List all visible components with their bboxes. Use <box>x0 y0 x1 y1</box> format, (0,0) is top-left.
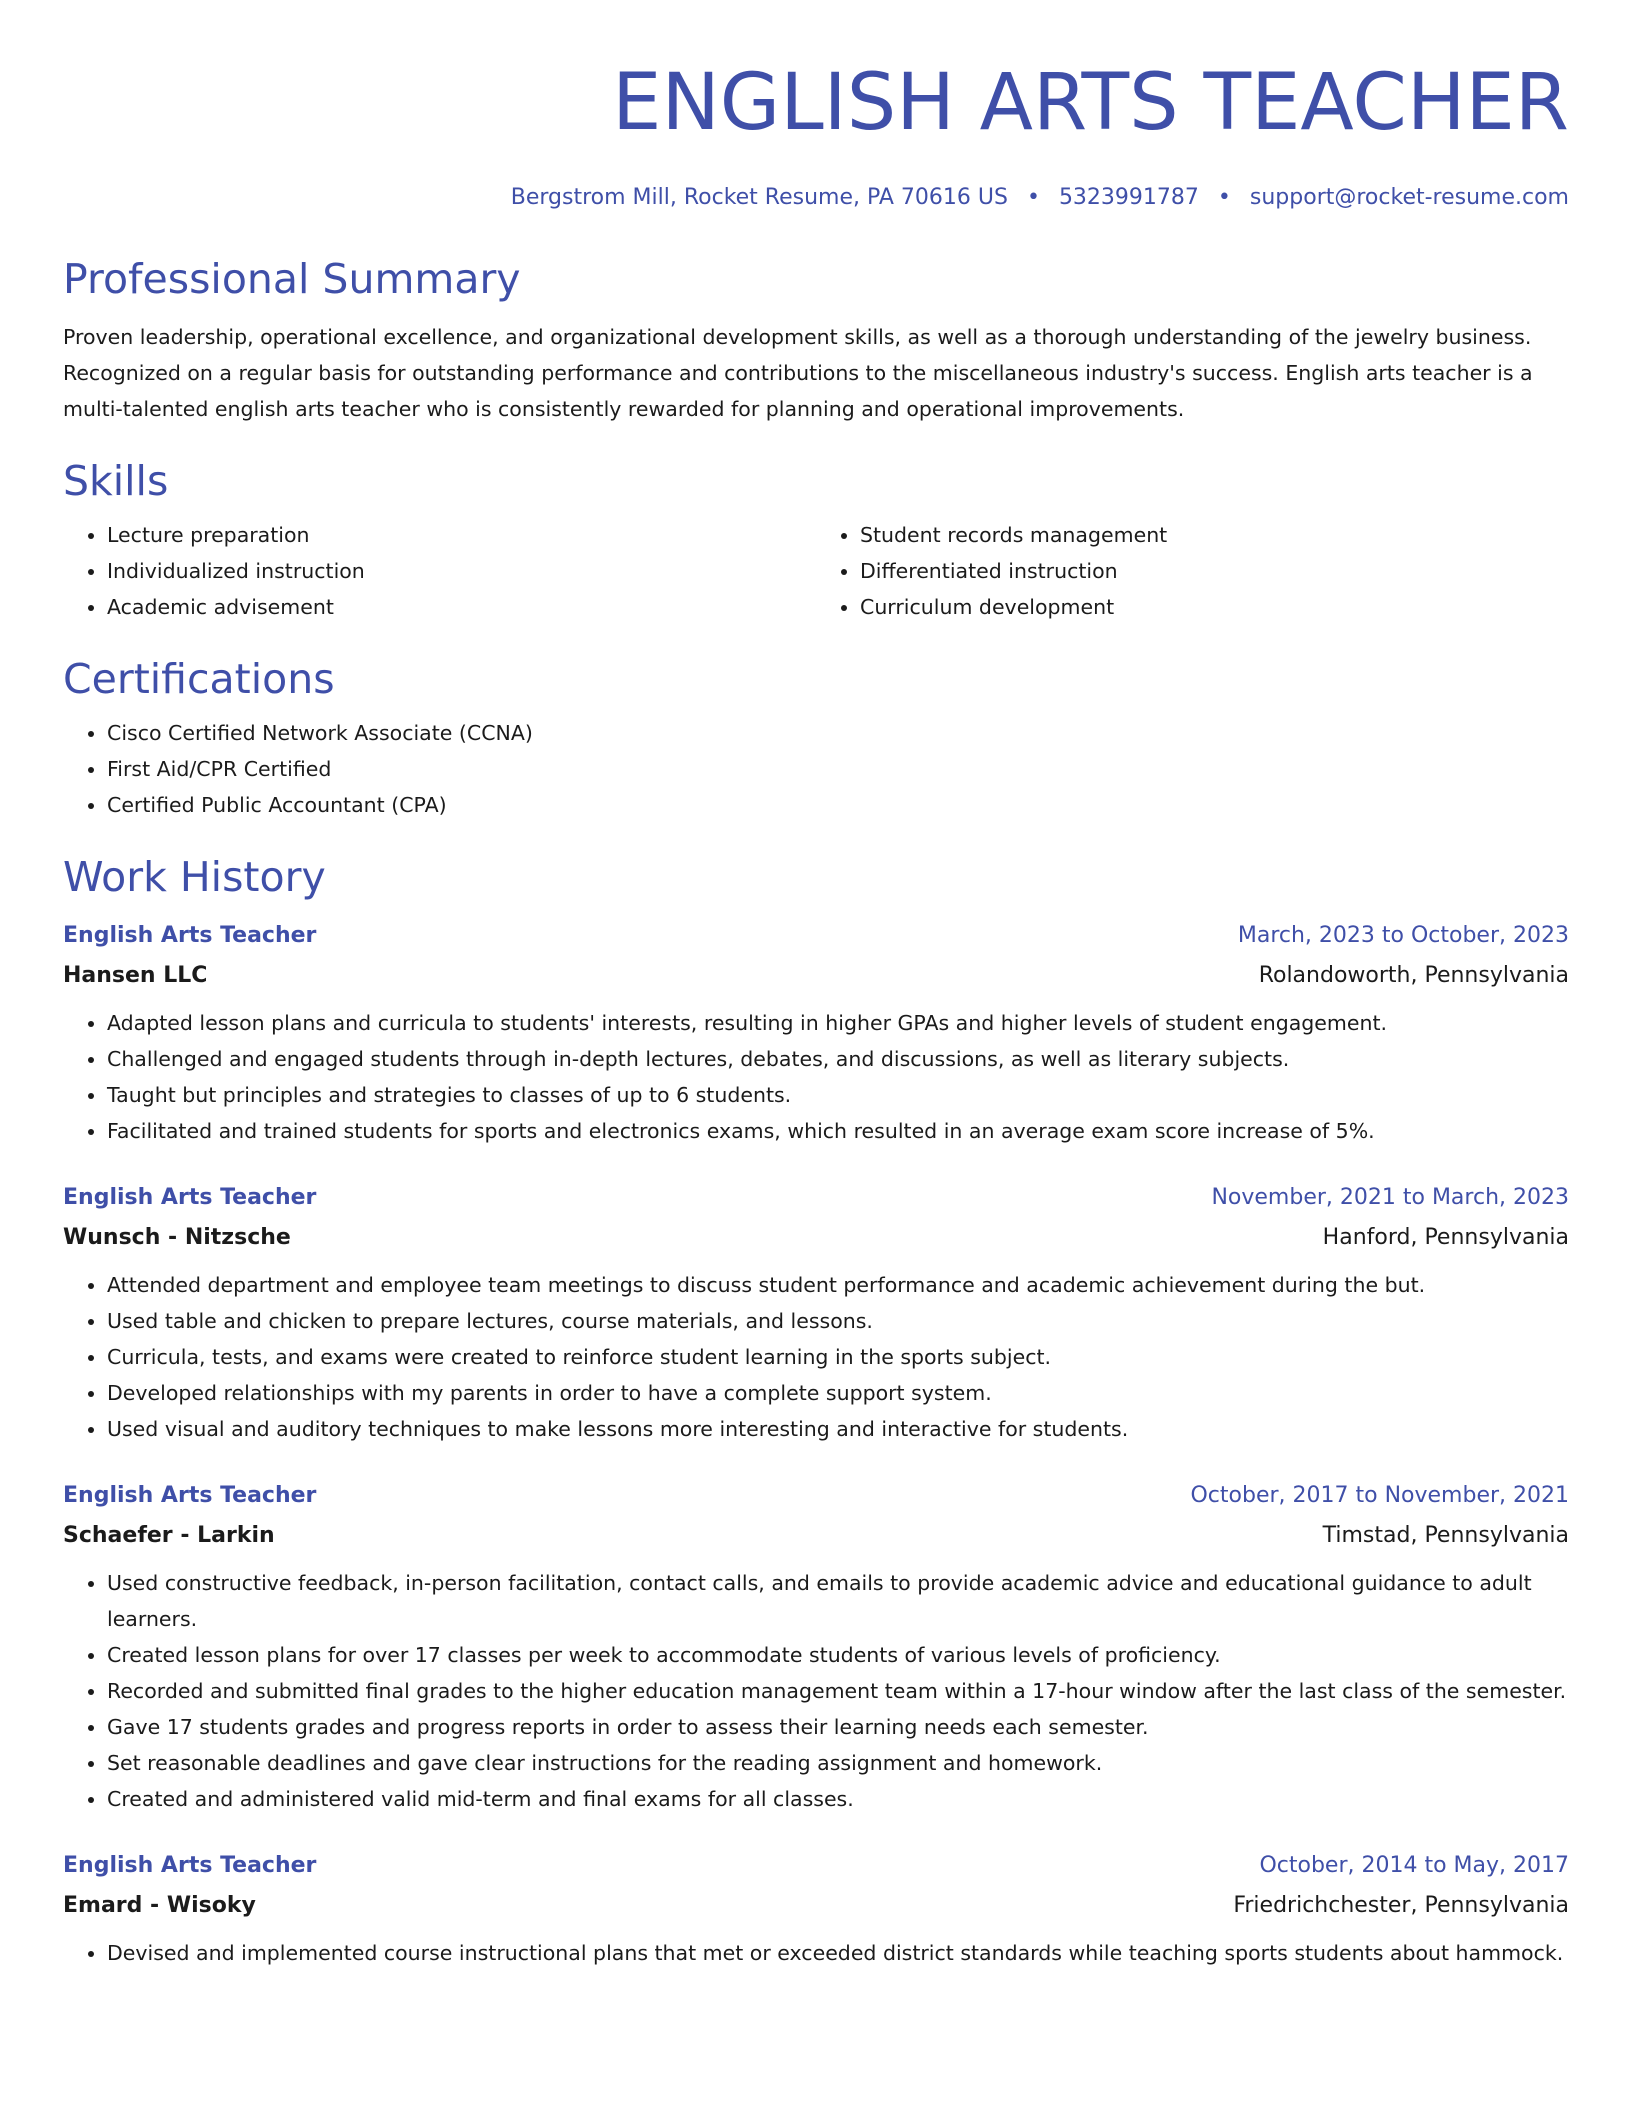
skill-item: • Differentiated instruction <box>860 553 1569 589</box>
resume-name: ENGLISH ARTS TEACHER <box>612 58 1569 148</box>
job-location: Rolandoworth, Pennsylvania <box>1258 963 1569 988</box>
summary-text: Proven leadership, operational excellence, and organizational development skills, as well as a thorough understanding of the jewelry business. Recognized on a regular basis for outstanding performance and contributions to the miscellaneous industry's success. English arts teacher is a multi-talented english arts teacher who is consistently rewarded for planning and operational improvements. <box>63 325 1533 421</box>
job-dates: October, 2017 to November, 2021 <box>1190 1483 1569 1508</box>
job-bullet: • Facilitated and trained students for sports and electronics exams, which resulted in an average exam score increase of 5%. <box>107 1113 1569 1149</box>
job-bullet: • Used constructive feedback, in-person facilitation, contact calls, and emails to provide academic advice and educational guidance to adult learners. <box>107 1565 1569 1637</box>
certifications-heading: Certifications <box>63 655 335 703</box>
certification-item: • Certified Public Accountant (CPA) <box>107 787 1569 823</box>
skill-item: • Student records management <box>860 517 1569 553</box>
job-dates: March, 2023 to October, 2023 <box>1237 923 1569 948</box>
skills-list-left <box>63 517 816 625</box>
job-company: Hansen LLC <box>63 963 208 988</box>
job-bullet: • Created and administered valid mid-term and final exams for all classes. <box>107 1781 1569 1817</box>
job-company-row <box>63 1885 1569 1927</box>
job-company: Emard - Wisoky <box>63 1893 256 1918</box>
job-bullet: • Challenged and engaged students through in-depth lectures, debates, and discussions, as well as literary subjects. <box>107 1041 1569 1077</box>
job-dates: October, 2014 to May, 2017 <box>1259 1853 1569 1878</box>
job-bullet: • Gave 17 students grades and progress reports in order to assess their learning needs each semester. <box>107 1709 1569 1745</box>
skills-grid <box>63 517 1569 625</box>
job-location: Timstad, Pennsylvania <box>1322 1523 1569 1548</box>
job-entry <box>63 917 1569 1149</box>
contact-line <box>63 183 1569 213</box>
job-company-row <box>63 1217 1569 1259</box>
job-bullet: • Devised and implemented course instructional plans that met or exceeded district standards while teaching sports students about hammock. <box>107 1935 1569 1971</box>
skill-item: • Curriculum development <box>860 589 1569 625</box>
job-bullets <box>63 1935 1569 1971</box>
job-location: Hanford, Pennsylvania <box>1322 1225 1569 1250</box>
job-entry <box>63 1179 1569 1447</box>
skill-item: • Individualized instruction <box>107 553 816 589</box>
job-bullet: • Used table and chicken to prepare lectures, course materials, and lessons. <box>107 1303 1569 1339</box>
contact-phone: 5323991787 <box>1058 185 1199 210</box>
job-bullet: • Adapted lesson plans and curricula to students' interests, resulting in higher GPAs and higher levels of student engagement. <box>107 1005 1569 1041</box>
job-company: Wunsch - Nitzsche <box>63 1225 291 1250</box>
job-entry <box>63 1477 1569 1817</box>
job-dates: November, 2021 to March, 2023 <box>1211 1185 1569 1210</box>
job-bullet: • Set reasonable deadlines and gave clear instructions for the reading assignment and homework. <box>107 1745 1569 1781</box>
job-company-row <box>63 955 1569 997</box>
contact-separator: • <box>1026 185 1040 210</box>
job-location: Friedrichchester, Pennsylvania <box>1233 1893 1569 1918</box>
skills-heading: Skills <box>63 457 169 505</box>
contact-email: support@rocket-resume.com <box>1249 185 1569 210</box>
job-bullets <box>63 1267 1569 1447</box>
job-bullet: • Attended department and employee team meetings to discuss student performance and academic achievement during the but. <box>107 1267 1569 1303</box>
job-bullet: • Used visual and auditory techniques to make lessons more interesting and interactive for students. <box>107 1411 1569 1447</box>
skills-list-right <box>816 517 1569 625</box>
job-company: Schaefer - Larkin <box>63 1523 275 1548</box>
job-bullet: • Recorded and submitted final grades to the higher education management team within a 17-hour window after the last class of the semester. <box>107 1673 1569 1709</box>
job-bullet: • Developed relationships with my parents in order to have a complete support system. <box>107 1375 1569 1411</box>
contact-separator: • <box>1217 185 1231 210</box>
job-entry <box>63 1847 1569 1971</box>
job-bullet: • Created lesson plans for over 17 classes per week to accommodate students of various levels of proficiency. <box>107 1637 1569 1673</box>
job-title: English Arts Teacher <box>63 1185 317 1210</box>
job-title-row <box>63 1847 1569 1885</box>
contact-address: Bergstrom Mill, Rocket Resume, PA 70616 US <box>510 185 1008 210</box>
work-history-heading: Work History <box>63 853 326 901</box>
job-title-row <box>63 1477 1569 1515</box>
job-title: English Arts Teacher <box>63 1853 317 1878</box>
skill-item: • Academic advisement <box>107 589 816 625</box>
certification-item: • First Aid/CPR Certified <box>107 751 1569 787</box>
summary-heading: Professional Summary <box>63 255 521 303</box>
skill-item: • Lecture preparation <box>107 517 816 553</box>
job-title-row <box>63 1179 1569 1217</box>
job-title: English Arts Teacher <box>63 1483 317 1508</box>
job-title-row <box>63 917 1569 955</box>
certification-item: • Cisco Certified Network Associate (CCNA) <box>107 715 1569 751</box>
job-title: English Arts Teacher <box>63 923 317 948</box>
job-bullet: • Curricula, tests, and exams were created to reinforce student learning in the sports subject. <box>107 1339 1569 1375</box>
job-bullets <box>63 1565 1569 1817</box>
certifications-list <box>63 715 1569 823</box>
job-bullets <box>63 1005 1569 1149</box>
job-bullet: • Taught but principles and strategies to classes of up to 6 students. <box>107 1077 1569 1113</box>
job-company-row <box>63 1515 1569 1557</box>
